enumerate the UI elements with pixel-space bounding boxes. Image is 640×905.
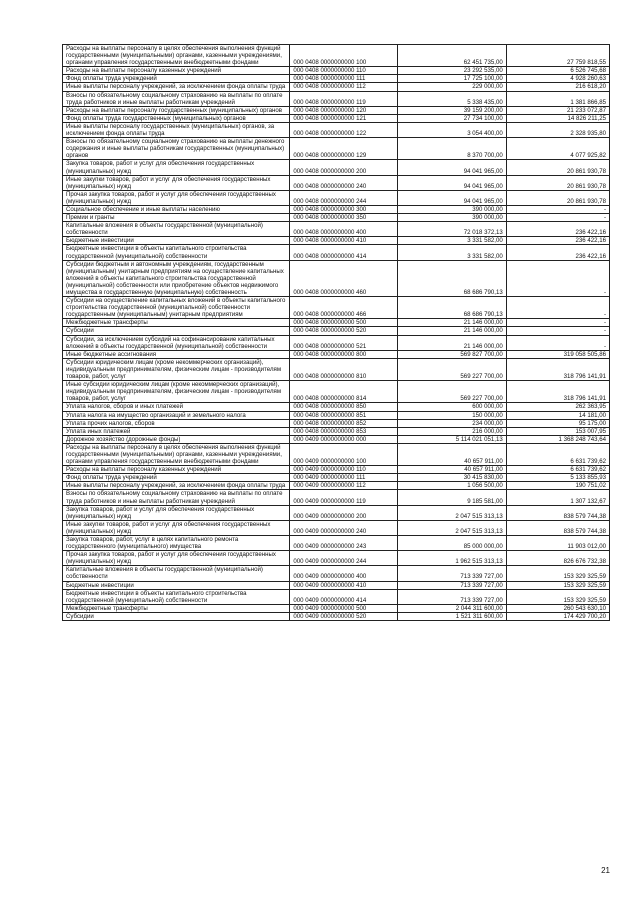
expense-name-cell: Расходы на выплаты персоналу казенных учреждений (63, 67, 290, 75)
table-row (63, 536, 610, 551)
expense-name-cell: Субсидии на осуществление капитальных вложений в объекты капитального строительства государственной (муниципальной) собственности государственным (муниципальным) унитарным предприятиям (63, 297, 290, 319)
approved-amount-cell: 68 686 790,13 (397, 297, 506, 319)
table-row (63, 122, 610, 137)
expense-name-cell: Взносы по обязательному социальному страхованию на выплаты по оплате труда работников и иные выплаты работникам учреждений (63, 490, 290, 505)
executed-amount-cell: 153 329 325,59 (506, 566, 609, 581)
expense-name-cell: Премии и гранты (63, 214, 290, 222)
budget-code-cell: 000 0409 0000000000 112 (290, 482, 397, 490)
table-row (63, 237, 610, 245)
executed-amount-cell: 318 796 141,91 (506, 381, 609, 403)
expense-name-cell: Иные выплаты персоналу учреждений, за исключением фонда оплаты труда (63, 83, 290, 91)
approved-amount-cell: 229 000,00 (397, 83, 506, 91)
approved-amount-cell: 9 185 581,00 (397, 490, 506, 505)
budget-code-cell: 000 0408 0000000000 460 (290, 260, 397, 296)
expense-name-cell: Иные закупки товаров, работ и услуг для обеспечения государственных (муниципальных) нужд (63, 520, 290, 535)
expense-name-cell: Уплата иных платежей (63, 427, 290, 435)
executed-amount-cell: 216 618,20 (506, 83, 609, 91)
executed-amount-cell: 2 328 935,80 (506, 122, 609, 137)
table-row (63, 490, 610, 505)
expense-name-cell: Иные закупки товаров, работ и услуг для обеспечения государственных (муниципальных) нужд (63, 175, 290, 190)
budget-code-cell: 000 0408 0000000000 852 (290, 419, 397, 427)
table-row (63, 67, 610, 75)
executed-amount-cell: 5 133 855,93 (506, 474, 609, 482)
approved-amount-cell: 390 000,00 (397, 214, 506, 222)
budget-code-cell: 000 0408 0000000000 119 (290, 91, 397, 106)
table-row (63, 83, 610, 91)
expense-name-cell: Взносы по обязательному социальному страхованию на выплаты денежного содержания и иные выплаты работникам государственных (муниципальных) органов (63, 138, 290, 160)
budget-code-cell: 000 0409 0000000000 410 (290, 581, 397, 589)
budget-code-cell: 000 0409 0000000000 100 (290, 443, 397, 465)
approved-amount-cell: 713 339 727,00 (397, 566, 506, 581)
budget-code-cell: 000 0408 0000000000 400 (290, 222, 397, 237)
executed-amount-cell: 319 058 505,86 (506, 350, 609, 358)
table-row (63, 91, 610, 106)
table-row (63, 138, 610, 160)
table-row (63, 190, 610, 205)
table-row (63, 419, 610, 427)
table-row (63, 443, 610, 465)
approved-amount-cell: 1 521 311 600,00 (397, 612, 506, 620)
executed-amount-cell: 1 381 866,85 (506, 91, 609, 106)
expense-name-cell: Фонд оплаты труда государственных (муниципальных) органов (63, 114, 290, 122)
table-row (63, 474, 610, 482)
executed-amount-cell: - (506, 260, 609, 296)
executed-amount-cell: 838 579 744,38 (506, 520, 609, 535)
expense-name-cell: Иные субсидии юридическим лицам (кроме некоммерческих организаций), индивидуальным предпринимателям, физическим лицам - производителям товаров, работ, услуг (63, 381, 290, 403)
budget-code-cell: 000 0408 0000000000 466 (290, 297, 397, 319)
table-row (63, 482, 610, 490)
expense-name-cell: Межбюджетные трансферты (63, 604, 290, 612)
table-row (63, 411, 610, 419)
executed-amount-cell: - (506, 205, 609, 213)
budget-code-cell: 000 0408 0000000000 521 (290, 335, 397, 350)
executed-amount-cell: 6 526 745,68 (506, 67, 609, 75)
budget-code-cell: 000 0409 0000000000 000 (290, 435, 397, 443)
expense-name-cell: Капитальные вложения в объекты государственной (муниципальной) собственности (63, 566, 290, 581)
approved-amount-cell: 39 159 200,00 (397, 106, 506, 114)
approved-amount-cell: 21 146 000,00 (397, 327, 506, 335)
budget-code-cell: 000 0409 0000000000 520 (290, 612, 397, 620)
approved-amount-cell: 94 041 965,00 (397, 190, 506, 205)
executed-amount-cell: 236 422,16 (506, 245, 609, 260)
approved-amount-cell: 713 339 727,00 (397, 581, 506, 589)
budget-code-cell: 000 0408 0000000000 300 (290, 205, 397, 213)
budget-code-cell: 000 0409 0000000000 200 (290, 505, 397, 520)
approved-amount-cell: 600 000,00 (397, 403, 506, 411)
approved-amount-cell: 85 000 000,00 (397, 536, 506, 551)
table-row (63, 604, 610, 612)
expense-name-cell: Расходы на выплаты персоналу казенных учреждений (63, 466, 290, 474)
expense-name-cell: Субсидии бюджетным и автономным учреждениям, государственным (муниципальным) унитарным предприятиям на осуществление капитальных вложений в объекты капитального строительства государственной (муниципальной) собственности или приобретение объектов недвижимого имущества в государственную (муниципальную) собственность (63, 260, 290, 296)
budget-code-cell: 000 0408 0000000000 112 (290, 83, 397, 91)
table-row (63, 214, 610, 222)
approved-amount-cell: 713 339 727,00 (397, 589, 506, 604)
table-row (63, 45, 610, 67)
expense-name-cell: Расходы на выплаты персоналу в целях обеспечения выполнения функций государственными (муниципальными) органами, казенными учреждениями, органами управления государственными внебюджетными фондами (63, 45, 290, 67)
executed-amount-cell: 11 903 012,00 (506, 536, 609, 551)
executed-amount-cell: 153 329 325,59 (506, 589, 609, 604)
budget-code-cell: 000 0408 0000000000 814 (290, 381, 397, 403)
executed-amount-cell: 153 329 325,59 (506, 581, 609, 589)
table-row (63, 106, 610, 114)
executed-amount-cell: 20 861 930,78 (506, 190, 609, 205)
approved-amount-cell: 94 041 965,00 (397, 175, 506, 190)
approved-amount-cell: 27 734 100,00 (397, 114, 506, 122)
budget-code-cell: 000 0408 0000000000 100 (290, 45, 397, 67)
budget-code-cell: 000 0408 0000000000 414 (290, 245, 397, 260)
budget-code-cell: 000 0409 0000000000 500 (290, 604, 397, 612)
approved-amount-cell: 94 041 965,00 (397, 160, 506, 175)
approved-amount-cell: 40 657 911,00 (397, 466, 506, 474)
executed-amount-cell: 14 181,00 (506, 411, 609, 419)
budget-code-cell: 000 0408 0000000000 851 (290, 411, 397, 419)
executed-amount-cell: 6 631 739,62 (506, 466, 609, 474)
table-row (63, 427, 610, 435)
expense-name-cell: Фонд оплаты труда учреждений (63, 75, 290, 83)
table-row (63, 245, 610, 260)
executed-amount-cell: - (506, 335, 609, 350)
expense-name-cell: Социальное обеспечение и иные выплаты населению (63, 205, 290, 213)
budget-code-cell: 000 0409 0000000000 111 (290, 474, 397, 482)
table-row (63, 205, 610, 213)
table-row (63, 114, 610, 122)
approved-amount-cell: 2 047 515 313,13 (397, 520, 506, 535)
executed-amount-cell: 174 429 700,20 (506, 612, 609, 620)
budget-report-sheet (62, 44, 610, 621)
approved-amount-cell: 62 451 735,00 (397, 45, 506, 67)
executed-amount-cell: 21 233 072,87 (506, 106, 609, 114)
budget-code-cell: 000 0409 0000000000 244 (290, 551, 397, 566)
table-row (63, 319, 610, 327)
approved-amount-cell: 234 000,00 (397, 419, 506, 427)
table-row (63, 589, 610, 604)
approved-amount-cell: 5 338 435,00 (397, 91, 506, 106)
executed-amount-cell: 153 007,95 (506, 427, 609, 435)
expense-name-cell: Субсидии, за исключением субсидий на софинансирование капитальных вложений в объекты государственной (муниципальной) собственности (63, 335, 290, 350)
executed-amount-cell: 1 307 132,67 (506, 490, 609, 505)
budget-expenditure-table (62, 44, 610, 621)
approved-amount-cell: 3 331 582,00 (397, 245, 506, 260)
executed-amount-cell: - (506, 327, 609, 335)
executed-amount-cell: 6 631 739,62 (506, 443, 609, 465)
page-number: 21 (601, 866, 610, 875)
approved-amount-cell: 569 227 700,00 (397, 381, 506, 403)
expense-name-cell: Иные бюджетные ассигнования (63, 350, 290, 358)
table-row (63, 350, 610, 358)
expense-name-cell: Закупка товаров, работ, услуг в целях капитального ремонта государственного (муниципального) имущества (63, 536, 290, 551)
table-row (63, 175, 610, 190)
expense-name-cell: Закупка товаров, работ и услуг для обеспечения государственных (муниципальных) нужд (63, 505, 290, 520)
table-row (63, 612, 610, 620)
approved-amount-cell: 3 054 400,00 (397, 122, 506, 137)
table-row (63, 75, 610, 83)
table-row (63, 381, 610, 403)
executed-amount-cell: 318 796 141,91 (506, 358, 609, 380)
table-row (63, 403, 610, 411)
executed-amount-cell: 236 422,16 (506, 237, 609, 245)
budget-code-cell: 000 0408 0000000000 200 (290, 160, 397, 175)
approved-amount-cell: 569 827 700,00 (397, 350, 506, 358)
expense-name-cell: Капитальные вложения в объекты государственной (муниципальной) собственности (63, 222, 290, 237)
approved-amount-cell: 21 146 000,00 (397, 335, 506, 350)
expense-name-cell: Взносы по обязательному социальному страхованию на выплаты по оплате труда работников и иные выплаты работникам учреждений (63, 91, 290, 106)
budget-code-cell: 000 0408 0000000000 121 (290, 114, 397, 122)
expense-name-cell: Бюджетные инвестиции в объекты капитального строительства государственной (муниципальной) собственности (63, 589, 290, 604)
approved-amount-cell: 30 415 830,00 (397, 474, 506, 482)
expense-name-cell: Бюджетные инвестиции (63, 581, 290, 589)
table-row (63, 260, 610, 296)
budget-code-cell: 000 0409 0000000000 240 (290, 520, 397, 535)
executed-amount-cell: 14 826 211,25 (506, 114, 609, 122)
table-row (63, 222, 610, 237)
approved-amount-cell: 2 047 515 313,13 (397, 505, 506, 520)
budget-code-cell: 000 0409 0000000000 243 (290, 536, 397, 551)
executed-amount-cell: 1 368 248 743,64 (506, 435, 609, 443)
table-row (63, 551, 610, 566)
approved-amount-cell: 1 962 515 313,13 (397, 551, 506, 566)
executed-amount-cell: - (506, 297, 609, 319)
budget-code-cell: 000 0408 0000000000 120 (290, 106, 397, 114)
executed-amount-cell: 20 861 930,78 (506, 160, 609, 175)
budget-code-cell: 000 0408 0000000000 122 (290, 122, 397, 137)
executed-amount-cell: 4 928 260,63 (506, 75, 609, 83)
executed-amount-cell: 262 363,95 (506, 403, 609, 411)
budget-code-cell: 000 0408 0000000000 520 (290, 327, 397, 335)
expense-name-cell: Расходы на выплаты персоналу государственных (муниципальных) органов (63, 106, 290, 114)
expense-name-cell: Уплата налогов, сборов и иных платежей (63, 403, 290, 411)
executed-amount-cell: 826 676 732,38 (506, 551, 609, 566)
expense-name-cell: Уплата прочих налогов, сборов (63, 419, 290, 427)
table-row (63, 566, 610, 581)
approved-amount-cell: 150 000,00 (397, 411, 506, 419)
executed-amount-cell: 95 175,00 (506, 419, 609, 427)
approved-amount-cell: 216 000,00 (397, 427, 506, 435)
approved-amount-cell: 68 686 790,13 (397, 260, 506, 296)
approved-amount-cell: 2 044 311 600,00 (397, 604, 506, 612)
expense-name-cell: Прочая закупка товаров, работ и услуг для обеспечения государственных (муниципальных) нужд (63, 190, 290, 205)
approved-amount-cell: 40 657 911,00 (397, 443, 506, 465)
budget-code-cell: 000 0408 0000000000 110 (290, 67, 397, 75)
expense-name-cell: Иные выплаты персоналу государственных (муниципальных) органов, за исключением фонда оплаты труда (63, 122, 290, 137)
executed-amount-cell: 27 759 818,55 (506, 45, 609, 67)
table-row (63, 297, 610, 319)
table-row (63, 335, 610, 350)
executed-amount-cell: 4 077 925,82 (506, 138, 609, 160)
budget-code-cell: 000 0409 0000000000 414 (290, 589, 397, 604)
approved-amount-cell: 3 331 582,00 (397, 237, 506, 245)
budget-code-cell: 000 0408 0000000000 129 (290, 138, 397, 160)
approved-amount-cell: 23 292 535,00 (397, 67, 506, 75)
table-row (63, 466, 610, 474)
expense-name-cell: Субсидии (63, 612, 290, 620)
table-body (63, 45, 610, 621)
expense-name-cell: Межбюджетные трансферты (63, 319, 290, 327)
budget-code-cell: 000 0409 0000000000 119 (290, 490, 397, 505)
budget-code-cell: 000 0408 0000000000 350 (290, 214, 397, 222)
budget-code-cell: 000 0408 0000000000 850 (290, 403, 397, 411)
executed-amount-cell: 190 751,02 (506, 482, 609, 490)
budget-code-cell: 000 0409 0000000000 110 (290, 466, 397, 474)
table-row (63, 520, 610, 535)
budget-code-cell: 000 0408 0000000000 111 (290, 75, 397, 83)
budget-code-cell: 000 0408 0000000000 810 (290, 358, 397, 380)
approved-amount-cell: 72 018 372,13 (397, 222, 506, 237)
approved-amount-cell: 5 114 021 051,13 (397, 435, 506, 443)
budget-code-cell: 000 0408 0000000000 410 (290, 237, 397, 245)
expense-name-cell: Субсидии юридическим лицам (кроме некоммерческих организаций), индивидуальным предпринимателям, физическим лицам - производителям товаров, работ, услуг (63, 358, 290, 380)
expense-name-cell: Прочая закупка товаров, работ и услуг для обеспечения государственных (муниципальных) нужд (63, 551, 290, 566)
budget-code-cell: 000 0408 0000000000 800 (290, 350, 397, 358)
table-row (63, 435, 610, 443)
executed-amount-cell: 20 861 930,78 (506, 175, 609, 190)
executed-amount-cell: 260 543 630,10 (506, 604, 609, 612)
expense-name-cell: Расходы на выплаты персоналу в целях обеспечения выполнения функций государственными (муниципальными) органами, казенными учреждениями, органами управления государственными внебюджетными фондами (63, 443, 290, 465)
approved-amount-cell: 17 725 100,00 (397, 75, 506, 83)
expense-name-cell: Иные выплаты персоналу учреждений, за исключением фонда оплаты труда (63, 482, 290, 490)
expense-name-cell: Бюджетные инвестиции (63, 237, 290, 245)
approved-amount-cell: 569 227 700,00 (397, 358, 506, 380)
approved-amount-cell: 390 000,00 (397, 205, 506, 213)
executed-amount-cell: 236 422,16 (506, 222, 609, 237)
budget-code-cell: 000 0408 0000000000 500 (290, 319, 397, 327)
budget-code-cell: 000 0408 0000000000 853 (290, 427, 397, 435)
approved-amount-cell: 1 056 500,00 (397, 482, 506, 490)
budget-code-cell: 000 0408 0000000000 240 (290, 175, 397, 190)
expense-name-cell: Дорожное хозяйство (дорожные фонды) (63, 435, 290, 443)
table-row (63, 160, 610, 175)
executed-amount-cell: - (506, 319, 609, 327)
table-row (63, 505, 610, 520)
table-row (63, 581, 610, 589)
executed-amount-cell: - (506, 214, 609, 222)
table-row (63, 358, 610, 380)
budget-code-cell: 000 0408 0000000000 244 (290, 190, 397, 205)
expense-name-cell: Субсидии (63, 327, 290, 335)
expense-name-cell: Фонд оплаты труда учреждений (63, 474, 290, 482)
executed-amount-cell: 838 579 744,38 (506, 505, 609, 520)
expense-name-cell: Закупка товаров, работ и услуг для обеспечения государственных (муниципальных) нужд (63, 160, 290, 175)
approved-amount-cell: 21 146 000,00 (397, 319, 506, 327)
table-row (63, 327, 610, 335)
expense-name-cell: Бюджетные инвестиции в объекты капитального строительства государственной (муниципальной) собственности (63, 245, 290, 260)
budget-code-cell: 000 0409 0000000000 400 (290, 566, 397, 581)
approved-amount-cell: 8 370 700,00 (397, 138, 506, 160)
expense-name-cell: Уплата налога на имущество организаций и земельного налога (63, 411, 290, 419)
